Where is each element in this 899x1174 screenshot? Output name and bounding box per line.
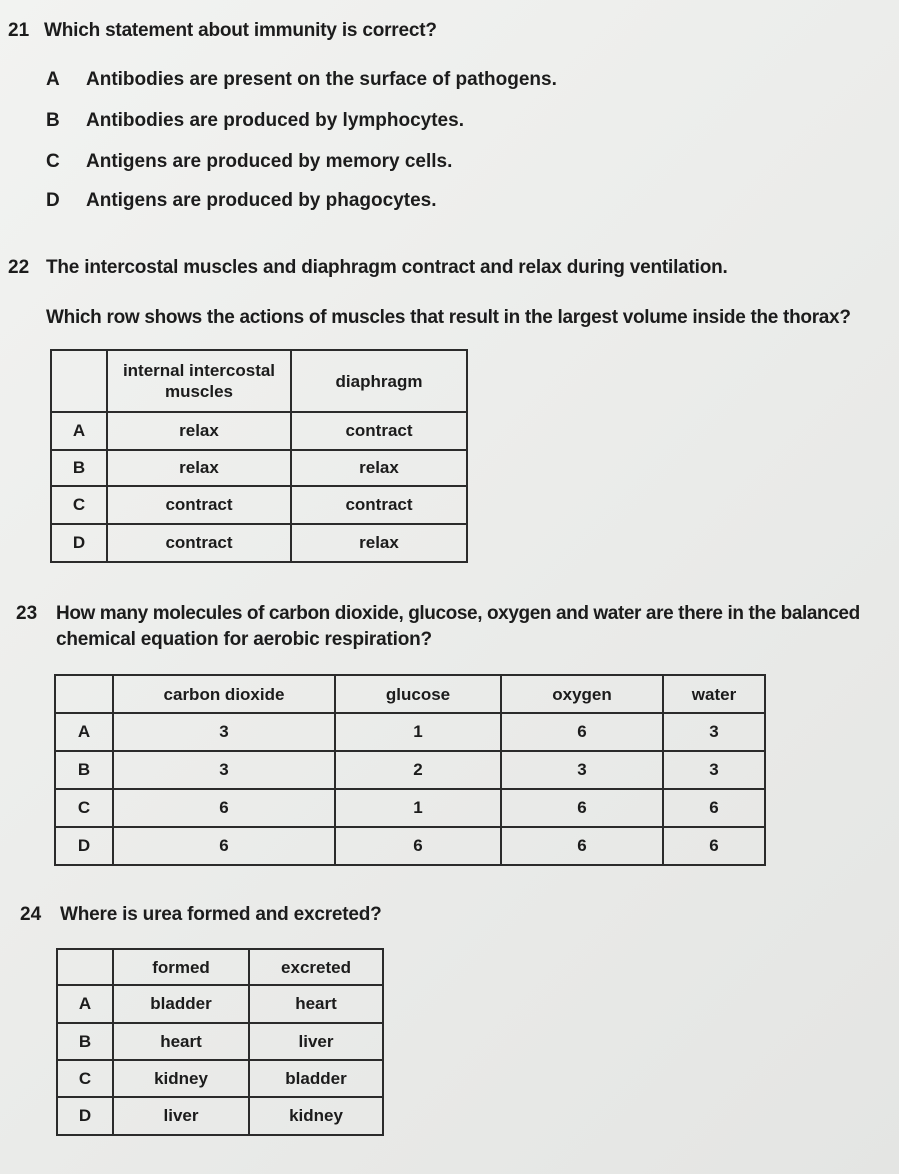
- table-cell: 1: [335, 713, 501, 751]
- table-row: [51, 450, 467, 486]
- table-row: [51, 412, 467, 450]
- question-22-text: The intercostal muscles and diaphragm contract and relax during ventilation.: [46, 257, 728, 278]
- table-cell: 1: [335, 789, 501, 827]
- option-letter: D: [46, 190, 60, 211]
- table-cell: contract: [291, 486, 467, 524]
- table-header: excreted: [249, 949, 383, 985]
- table-row: [57, 985, 383, 1023]
- option-text: Antibodies are produced by lymphocytes.: [86, 110, 464, 131]
- question-22-table: [50, 349, 468, 563]
- table-row: [57, 1097, 383, 1135]
- table-row: [51, 524, 467, 562]
- row-letter: B: [57, 1023, 113, 1060]
- option-letter: C: [46, 151, 60, 172]
- question-22-number: 22: [8, 257, 30, 278]
- table-cell: 3: [663, 751, 765, 789]
- row-letter: A: [55, 713, 113, 751]
- row-letter: D: [57, 1097, 113, 1135]
- question-23-table: [54, 674, 766, 866]
- table-cell: 3: [663, 713, 765, 751]
- row-letter: C: [55, 789, 113, 827]
- table-row: [57, 1060, 383, 1097]
- table-cell: relax: [107, 412, 291, 450]
- row-letter: A: [57, 985, 113, 1023]
- table-cell: heart: [249, 985, 383, 1023]
- table-cell: 6: [113, 827, 335, 865]
- table-row: [57, 1023, 383, 1060]
- table-cell: kidney: [249, 1097, 383, 1135]
- table-header: water: [663, 675, 765, 713]
- table-cell: relax: [291, 524, 467, 562]
- option-text: Antigens are produced by phagocytes.: [86, 190, 437, 211]
- table-row: [51, 486, 467, 524]
- row-letter: C: [57, 1060, 113, 1097]
- row-letter: D: [51, 524, 107, 562]
- table-cell: contract: [107, 486, 291, 524]
- table-corner-cell: [55, 675, 113, 713]
- table-cell: 6: [663, 789, 765, 827]
- row-letter: C: [51, 486, 107, 524]
- table-cell: 6: [113, 789, 335, 827]
- question-23-number: 23: [16, 603, 38, 624]
- option-text: Antigens are produced by memory cells.: [86, 151, 453, 172]
- table-cell: 6: [501, 713, 663, 751]
- option-text: Antibodies are present on the surface of pathogens.: [86, 69, 557, 90]
- table-cell: 2: [335, 751, 501, 789]
- row-letter: A: [51, 412, 107, 450]
- question-21-option-a: [46, 69, 557, 91]
- table-row: [55, 751, 765, 789]
- table-cell: heart: [113, 1023, 249, 1060]
- table-cell: relax: [107, 450, 291, 486]
- row-letter: D: [55, 827, 113, 865]
- table-cell: 3: [113, 713, 335, 751]
- table-cell: 3: [501, 751, 663, 789]
- question-21-option-b: [46, 110, 464, 132]
- table-cell: bladder: [249, 1060, 383, 1097]
- question-22-prompt: Which row shows the actions of muscles that result in the largest volume inside the thorax?: [46, 307, 851, 328]
- question-21-option-c: [46, 151, 452, 173]
- question-24-number: 24: [20, 904, 42, 925]
- table-header: internal intercostal muscles: [107, 350, 291, 412]
- table-cell: 3: [113, 751, 335, 789]
- question-21-number: 21: [8, 20, 30, 41]
- table-header: oxygen: [501, 675, 663, 713]
- table-cell: 6: [501, 827, 663, 865]
- table-cell: bladder: [113, 985, 249, 1023]
- option-letter: B: [46, 110, 60, 131]
- question-21-option-d: [46, 190, 437, 212]
- table-corner-cell: [57, 949, 113, 985]
- table-row: [55, 713, 765, 751]
- table-cell: liver: [249, 1023, 383, 1060]
- table-header: formed: [113, 949, 249, 985]
- question-24-text: Where is urea formed and excreted?: [60, 904, 382, 925]
- table-cell: relax: [291, 450, 467, 486]
- table-row: [55, 827, 765, 865]
- table-cell: liver: [113, 1097, 249, 1135]
- question-21-text: Which statement about immunity is correct?: [44, 20, 437, 41]
- question-23-text: How many molecules of carbon dioxide, glucose, oxygen and water are there in the balanced: [56, 603, 860, 624]
- table-header: carbon dioxide: [113, 675, 335, 713]
- row-letter: B: [55, 751, 113, 789]
- table-corner-cell: [51, 350, 107, 412]
- row-letter: B: [51, 450, 107, 486]
- table-cell: contract: [291, 412, 467, 450]
- table-header: glucose: [335, 675, 501, 713]
- question-24-table: [56, 948, 384, 1136]
- table-cell: 6: [663, 827, 765, 865]
- option-letter: A: [46, 69, 60, 90]
- table-row: [55, 789, 765, 827]
- table-cell: kidney: [113, 1060, 249, 1097]
- table-cell: contract: [107, 524, 291, 562]
- table-header: diaphragm: [291, 350, 467, 412]
- question-23-text-continued: chemical equation for aerobic respiration?: [56, 629, 432, 650]
- table-cell: 6: [501, 789, 663, 827]
- table-cell: 6: [335, 827, 501, 865]
